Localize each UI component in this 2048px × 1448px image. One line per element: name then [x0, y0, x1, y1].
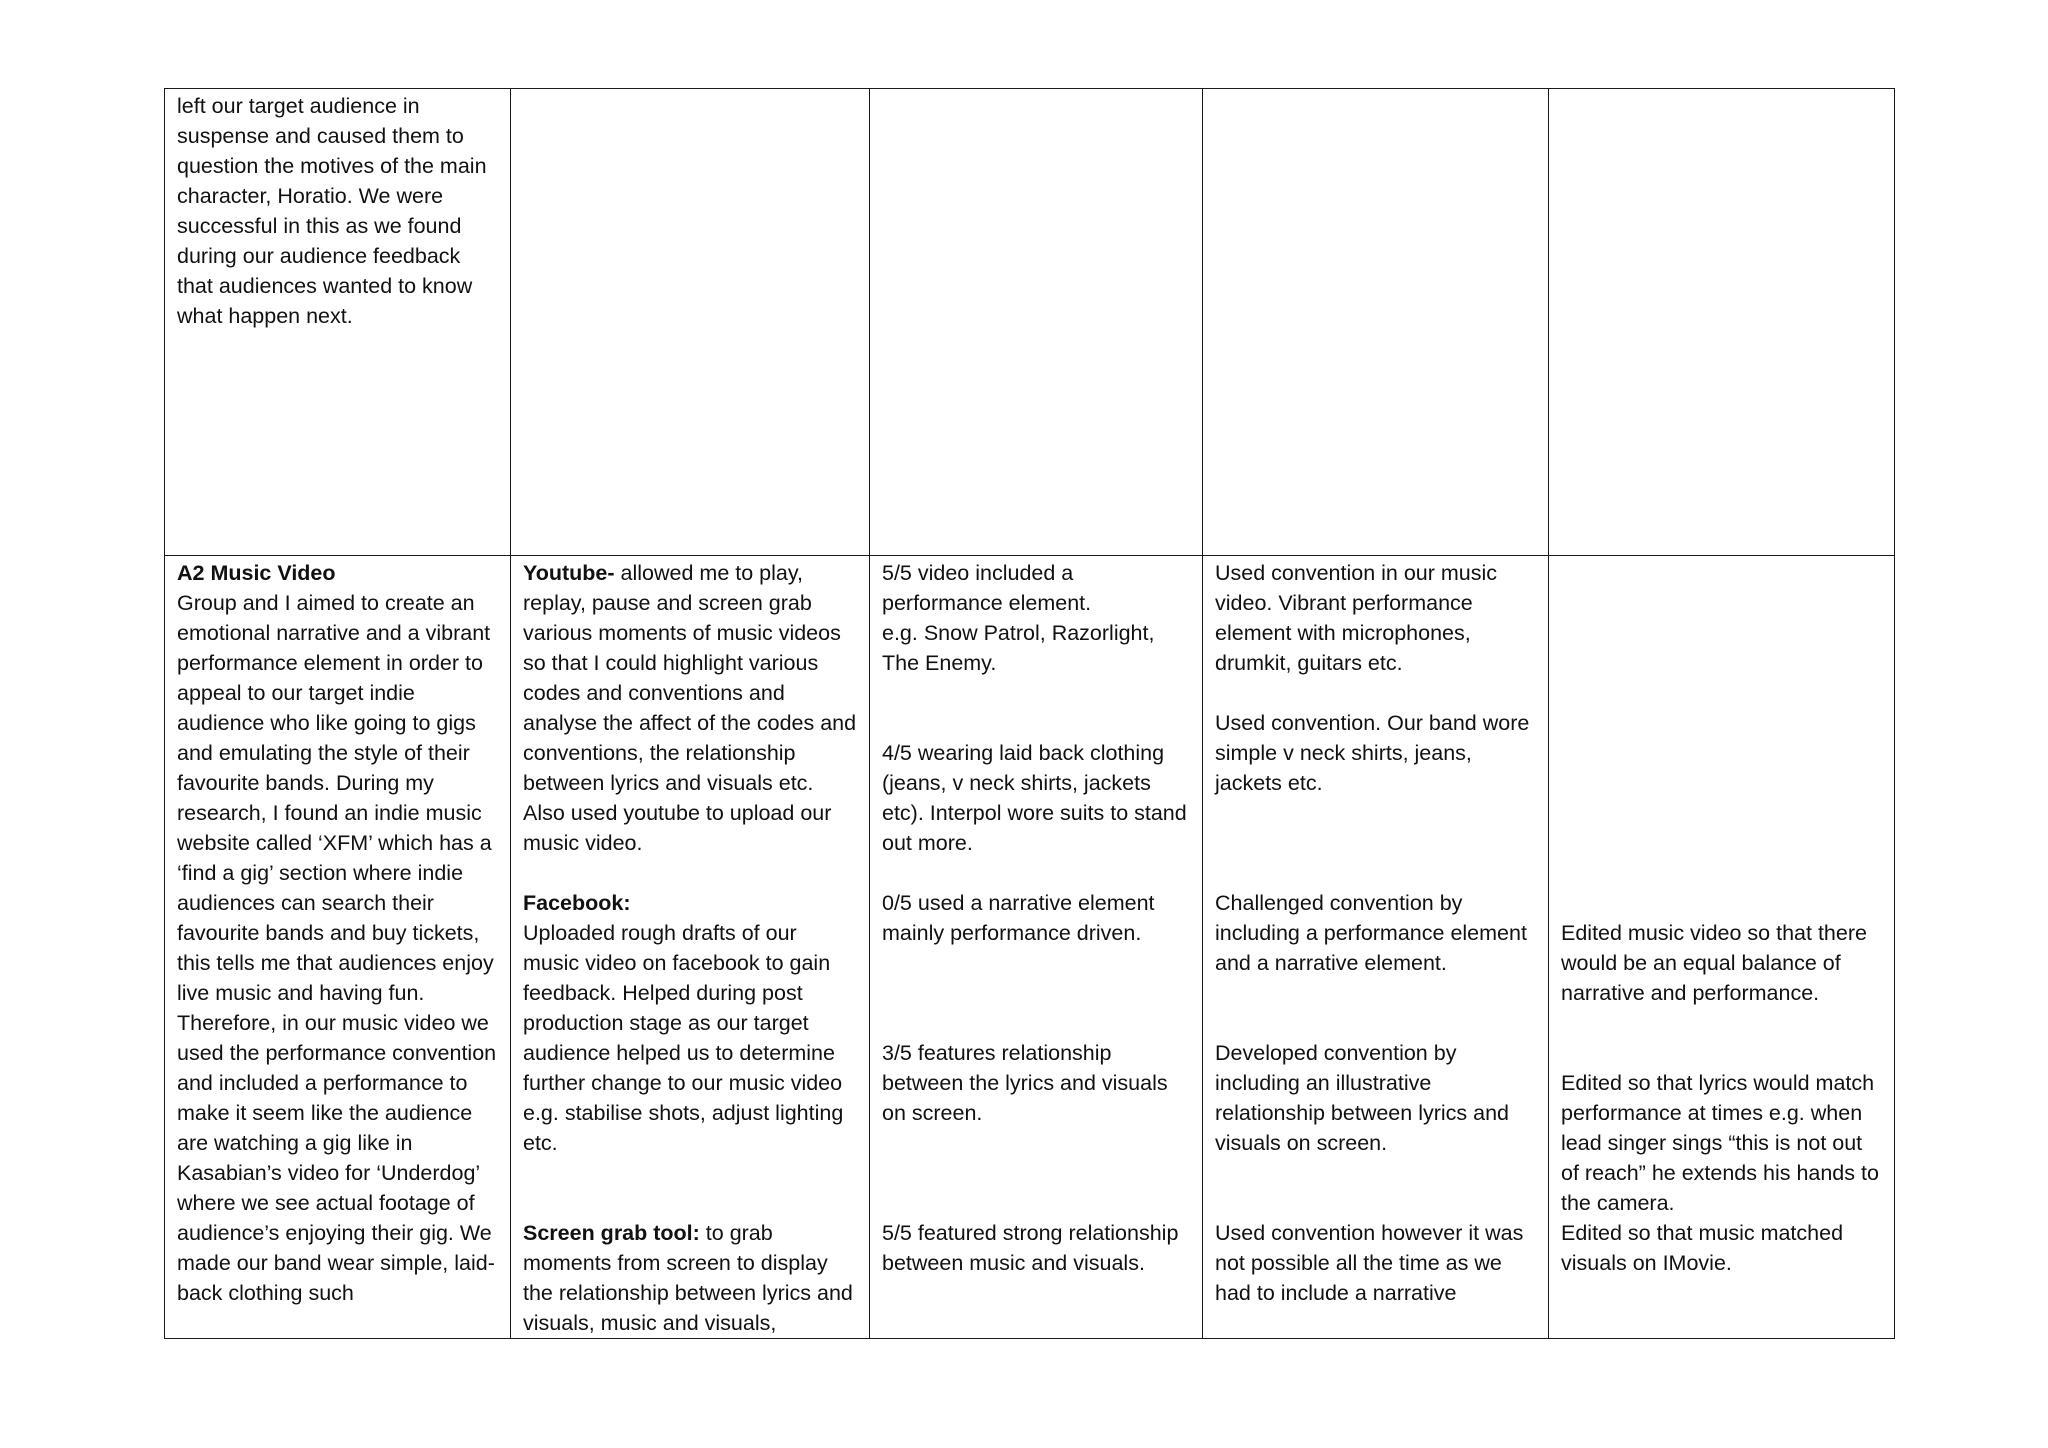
- table-cell: [1549, 556, 1895, 1339]
- blank-line: [882, 858, 1190, 888]
- blank-line: [1215, 828, 1536, 858]
- convention-item: Used convention in our music video. Vibrant performance element with microphones, drumkit, guitars etc.: [1215, 561, 1498, 675]
- table-cell: [1203, 89, 1549, 556]
- blank-line: [882, 978, 1190, 1008]
- facebook-text: Uploaded rough drafts of our music video on facebook to gain feedback. Helped during post production stage as our target audience helped us to determine further change to our music video e.g. stabilise shots, adjust lighting etc.: [523, 921, 844, 1155]
- blank-line: [882, 1008, 1190, 1038]
- research-item: 5/5 featured strong relationship between music and visuals.: [882, 1221, 1179, 1275]
- blank-line: [1561, 588, 1882, 618]
- cell-paragraph: [523, 1218, 857, 1338]
- blank-line: [1561, 678, 1882, 708]
- research-item: 4/5 wearing laid back clothing (jeans, v neck shirts, jackets etc). Interpol wore suits to stand out more.: [882, 741, 1187, 855]
- convention-item: Developed convention by including an illustrative relationship between lyrics and visuals on screen.: [1215, 1041, 1509, 1155]
- screengrab-text: to grab moments from screen to display the relationship between lyrics and visuals, music and visuals,: [523, 1221, 853, 1335]
- research-item: 5/5 video included a performance element.: [882, 561, 1092, 615]
- blank-line: [1215, 1008, 1536, 1038]
- blank-line: [1215, 798, 1536, 828]
- research-item: 0/5 used a narrative element mainly performance driven.: [882, 891, 1155, 945]
- blank-line: [1561, 768, 1882, 798]
- blank-line: [523, 1188, 857, 1218]
- table-cell: [511, 89, 870, 556]
- cell-text: left our target audience in suspense and caused them to question the motives of the main character, Horatio. We were successful in this as we found during our audience feedback that audiences wanted to know what happen next.: [177, 94, 487, 328]
- table-cell: [511, 556, 870, 1339]
- blank-line: [882, 948, 1190, 978]
- convention-item: Used convention. Our band wore simple v neck shirts, jeans, jackets etc.: [1215, 711, 1530, 795]
- document-table: [164, 88, 1895, 1339]
- screengrab-label: Screen grab tool:: [523, 1221, 700, 1245]
- youtube-label: Youtube-: [523, 561, 615, 585]
- blank-line: [1561, 798, 1882, 828]
- cell-paragraph: [523, 558, 857, 858]
- edit-item: Edited so that lyrics would match performance at times e.g. when lead singer sings “this is not out of reach” he extends his hands to the camera.: [1561, 1071, 1879, 1215]
- blank-line: [1561, 1008, 1882, 1038]
- facebook-label: Facebook:: [523, 891, 631, 915]
- blank-line: [1561, 618, 1882, 648]
- blank-line: [882, 1158, 1190, 1188]
- table-cell: [165, 89, 511, 556]
- blank-line: [1561, 648, 1882, 678]
- blank-line: [1215, 858, 1536, 888]
- table-row: [165, 556, 1895, 1339]
- convention-item: Used convention however it was not possible all the time as we had to include a narrative: [1215, 1221, 1524, 1305]
- blank-line: [882, 708, 1190, 738]
- blank-line: [882, 678, 1190, 708]
- blank-line: [1215, 678, 1536, 708]
- table-cell: [1549, 89, 1895, 556]
- youtube-text: allowed me to play, replay, pause and screen grab various moments of music videos so that I could highlight various codes and conventions and analyse the affect of the codes and conventions, the relationship between lyrics and visuals etc. Also used youtube to upload our music video.: [523, 561, 857, 855]
- blank-line: [1561, 1038, 1882, 1068]
- edit-item: Edited music video so that there would be an equal balance of narrative and performance.: [1561, 921, 1867, 1005]
- section-heading: A2 Music Video: [177, 561, 336, 585]
- table-cell: [165, 556, 511, 1339]
- blank-line: [1215, 1158, 1536, 1188]
- blank-line: [1215, 978, 1536, 1008]
- blank-line: [1561, 558, 1882, 588]
- blank-line: [1215, 1188, 1536, 1218]
- research-item: 3/5 features relationship between the lyrics and visuals on screen.: [882, 1041, 1168, 1125]
- blank-line: [1561, 828, 1882, 858]
- table-row: [165, 89, 1895, 556]
- blank-line: [882, 1128, 1190, 1158]
- blank-line: [523, 858, 857, 888]
- blank-line: [1561, 708, 1882, 738]
- blank-line: [882, 1188, 1190, 1218]
- research-examples: e.g. Snow Patrol, Razorlight, The Enemy.: [882, 621, 1155, 675]
- blank-line: [1561, 738, 1882, 768]
- edit-item: Edited so that music matched visuals on IMovie.: [1561, 1221, 1844, 1275]
- blank-line: [1561, 888, 1882, 918]
- blank-line: [1561, 858, 1882, 888]
- blank-line: [523, 1158, 857, 1188]
- convention-item: Challenged convention by including a performance element and a narrative element.: [1215, 891, 1527, 975]
- table-cell: [870, 89, 1203, 556]
- cell-text: Group and I aimed to create an emotional narrative and a vibrant performance element in order to appeal to our target indie audience who like going to gigs and emulating the style of their favourite bands. During my research, I found an indie music website called ‘XFM’ which has a ‘find a gig’ section where indie audiences can search their favourite bands and buy tickets, this tells me that audiences enjoy live music and having fun. Therefore, in our music video we used the performance convention and included a performance to make it seem like the audience are watching a gig like in Kasabian’s video for ‘Underdog’ where we see actual footage of audience’s enjoying their gig. We made our band wear simple, laid-back clothing such: [177, 591, 497, 1305]
- table-cell: [1203, 556, 1549, 1339]
- table-cell: [870, 556, 1203, 1339]
